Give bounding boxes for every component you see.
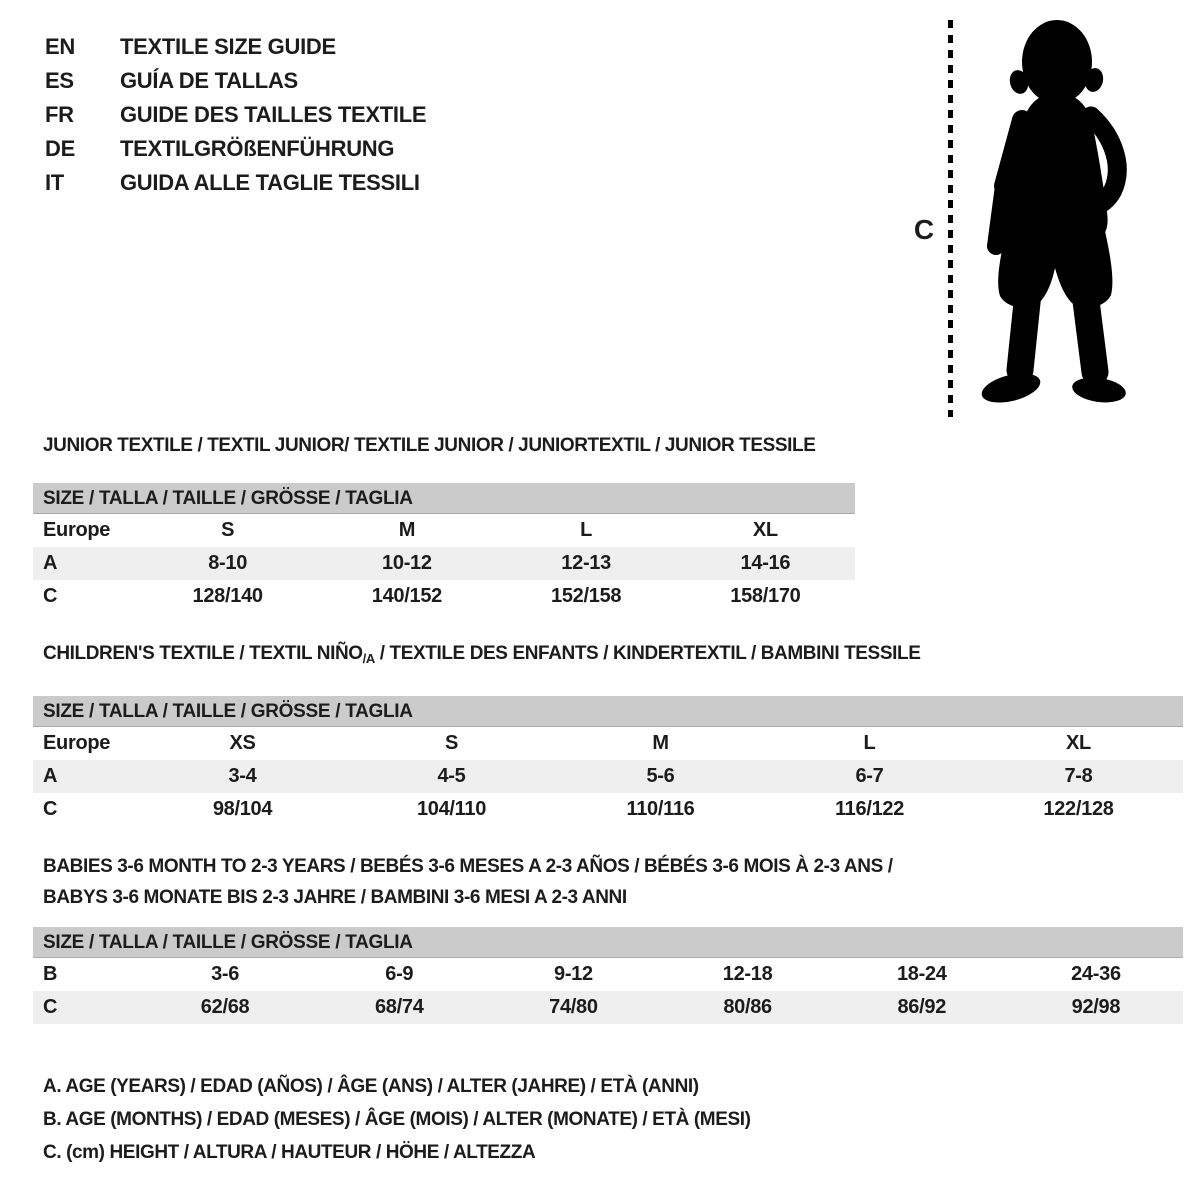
size-value: 110/116: [626, 798, 695, 820]
language-row: [45, 64, 426, 98]
size-value: XL: [1066, 732, 1091, 754]
size-value: S: [444, 732, 459, 754]
language-guide-title: TEXTILGRÖßENFÜHRUNG: [120, 136, 395, 161]
table-row: [33, 727, 1183, 760]
size-table: [33, 483, 855, 613]
size-value: 74/80: [549, 996, 598, 1018]
size-value: 3-4: [228, 765, 257, 787]
section-title-text: / TEXTILE DES ENFANTS / KINDERTEXTIL / BAMBINI TESSILE: [374, 643, 921, 664]
table-row: [33, 793, 1183, 826]
row-label: Europe: [43, 732, 111, 754]
size-value: 158/170: [730, 585, 801, 607]
section-title-text: JUNIOR TEXTILE / TEXTIL JUNIOR/ TEXTILE JUNIOR / JUNIORTEXTIL / JUNIOR TESSILE: [43, 435, 816, 456]
table-row: [33, 514, 855, 547]
table-row: [33, 760, 1183, 793]
section-title: [43, 435, 855, 457]
section-children: [33, 643, 1183, 826]
language-title-list: [45, 30, 426, 200]
row-label: A: [43, 552, 58, 574]
height-measure-label: C: [913, 214, 935, 245]
legend-line: B. AGE (MONTHS) / EDAD (MESES) / ÂGE (MOIS) / ALTER (MONATE) / ETÀ (MESI): [43, 1109, 751, 1130]
table-row: [33, 547, 855, 580]
size-value: 6-9: [385, 963, 414, 985]
language-row: [45, 30, 426, 64]
section-title: [43, 851, 1183, 882]
section-title: [43, 882, 1183, 913]
size-value: 12-18: [722, 963, 773, 985]
size-value: 116/122: [834, 798, 905, 820]
table-row: [33, 580, 855, 613]
size-value: 5-6: [646, 765, 675, 787]
size-value: 12-13: [561, 552, 611, 574]
size-value: 122/128: [1043, 798, 1114, 820]
size-value: 18-24: [896, 963, 947, 985]
language-code: FR: [45, 102, 74, 127]
size-value: 3-6: [211, 963, 240, 985]
row-label: C: [43, 585, 58, 607]
size-table: [33, 927, 1183, 1024]
size-value: 62/68: [200, 996, 250, 1018]
size-value: 104/110: [416, 798, 487, 820]
language-guide-title: TEXTILE SIZE GUIDE: [120, 34, 336, 59]
size-value: 98/104: [212, 798, 273, 820]
row-label: A: [43, 765, 58, 787]
language-guide-title: GUIDA ALLE TAGLIE TESSILI: [120, 170, 420, 195]
row-label: C: [43, 798, 58, 820]
table-row: [33, 958, 1183, 991]
measure-legend: [43, 1070, 751, 1169]
table-size-header: SIZE / TALLA / TAILLE / GRÖSSE / TAGLIA: [33, 696, 1183, 727]
size-value: 68/74: [374, 996, 424, 1018]
size-value: 24-36: [1071, 963, 1121, 985]
size-value: 8-10: [208, 552, 248, 574]
row-label: C: [43, 996, 58, 1018]
language-row: [45, 98, 426, 132]
size-value: M: [398, 519, 416, 541]
language-code: DE: [45, 136, 75, 161]
toddler-silhouette-icon: [975, 18, 1135, 412]
language-guide-title: GUÍA DE TALLAS: [120, 68, 298, 93]
section-title-text: CHILDREN'S TEXTILE / TEXTIL NIÑO: [43, 643, 363, 664]
legend-line: A. AGE (YEARS) / EDAD (AÑOS) / ÂGE (ANS) / ALTER (JAHRE) / ETÀ (ANNI): [43, 1076, 699, 1097]
legend-line: C. (cm) HEIGHT / ALTURA / HAUTEUR / HÖHE / ALTEZZA: [43, 1142, 536, 1163]
size-value: 4-5: [437, 765, 466, 787]
language-code: EN: [45, 34, 75, 59]
size-value: 7-8: [1064, 765, 1093, 787]
section-title-subscript: /A: [362, 651, 375, 666]
language-code: IT: [45, 170, 64, 195]
row-label: Europe: [43, 519, 111, 541]
language-code: ES: [45, 68, 74, 93]
height-dashed-line: [948, 20, 953, 417]
size-value: S: [221, 519, 235, 541]
size-value: M: [652, 732, 669, 754]
language-row: [45, 132, 426, 166]
section-babies: [33, 851, 1183, 1024]
table-row: [33, 991, 1183, 1024]
size-value: L: [863, 732, 876, 754]
size-value: 86/92: [897, 996, 947, 1018]
size-value: 140/152: [371, 585, 442, 607]
table-size-header: SIZE / TALLA / TAILLE / GRÖSSE / TAGLIA: [33, 927, 1183, 958]
size-table: [33, 696, 1183, 826]
size-value: 9-12: [554, 963, 593, 985]
title-gap: [33, 913, 1183, 927]
language-guide-title: GUIDE DES TAILLES TEXTILE: [120, 102, 427, 127]
size-value: 10-12: [382, 552, 432, 574]
section-junior: [33, 435, 855, 613]
size-value: L: [580, 519, 593, 541]
section-title-text: BABIES 3-6 MONTH TO 2-3 YEARS / BEBÉS 3-6 MESES A 2-3 AÑOS / BÉBÉS 3-6 MOIS À 2-3 ANS /: [43, 856, 893, 877]
language-row: [45, 166, 426, 200]
row-label: B: [43, 963, 58, 985]
table-size-header: SIZE / TALLA / TAILLE / GRÖSSE / TAGLIA: [33, 483, 855, 514]
size-value: 14-16: [740, 552, 791, 574]
size-value: 6-7: [855, 765, 884, 787]
size-value: 152/158: [551, 585, 622, 607]
section-title-text: BABYS 3-6 MONATE BIS 2-3 JAHRE / BAMBINI 3-6 MESI A 2-3 ANNI: [43, 887, 627, 908]
size-value: 128/140: [192, 585, 263, 607]
size-value: XS: [229, 732, 256, 754]
size-value: 92/98: [1071, 996, 1121, 1018]
size-value: XL: [752, 519, 778, 541]
section-title: [43, 643, 1183, 670]
size-value: 80/86: [723, 996, 772, 1018]
